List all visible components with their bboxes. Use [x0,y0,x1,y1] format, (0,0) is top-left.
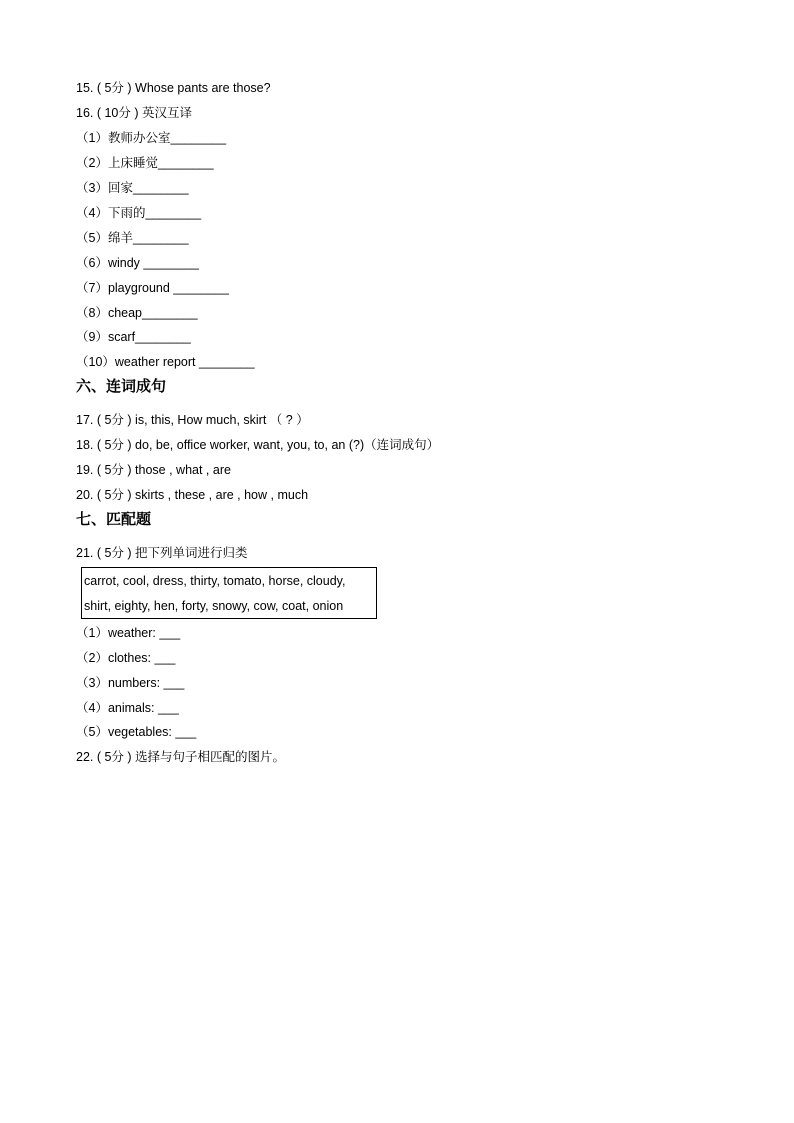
q21-item-1: （1）weather: ___ [76,626,181,640]
q16-item-4: （4）下雨的________ [76,206,202,220]
q16-item-1: （1）教师办公室________ [76,131,227,145]
q16-item-3: （3）回家________ [76,181,189,195]
q20: 20. ( 5分 ) skirts , these , are , how , much [76,488,309,502]
q16-item-2: （2）上床睡觉________ [76,156,214,170]
word-box-line-1: carrot, cool, dress, thirty, tomato, horse, cloudy, [84,574,346,588]
q16-item-10: （10）weather report ________ [76,355,255,369]
word-box-line-2: shirt, eighty, hen, forty, snowy, cow, coat, onion [84,599,344,613]
q16-item-6: （6）windy ________ [76,256,199,270]
q16-item-8: （8）cheap________ [76,306,198,320]
q15: 15. ( 5分 ) Whose pants are those? [76,81,271,95]
q16-item-9: （9）scarf________ [76,330,191,344]
q17: 17. ( 5分 ) is, this, How much, skirt （ ? ） [76,413,309,427]
q16-item-5: （5）绵羊________ [76,231,189,245]
section-6-heading: 六、连词成句 [76,378,167,395]
q21-item-4: （4）animals: ___ [76,701,179,715]
q22: 22. ( 5分 ) 选择与句子相匹配的图片。 [76,750,286,764]
section-7-heading: 七、匹配题 [76,511,152,528]
q21-item-2: （2）clothes: ___ [76,651,176,665]
q21-item-5: （5）vegetables: ___ [76,725,197,739]
q21: 21. ( 5分 ) 把下列单词进行归类 [76,546,248,560]
q19: 19. ( 5分 ) those , what , are [76,463,231,477]
q16: 16. ( 10分 ) 英汉互译 [76,106,192,120]
q21-item-3: （3）numbers: ___ [76,676,185,690]
q16-item-7: （7）playground ________ [76,281,229,295]
q18: 18. ( 5分 ) do, be, office worker, want, you, to, an (?)（连词成句） [76,438,440,452]
word-box [81,567,377,619]
